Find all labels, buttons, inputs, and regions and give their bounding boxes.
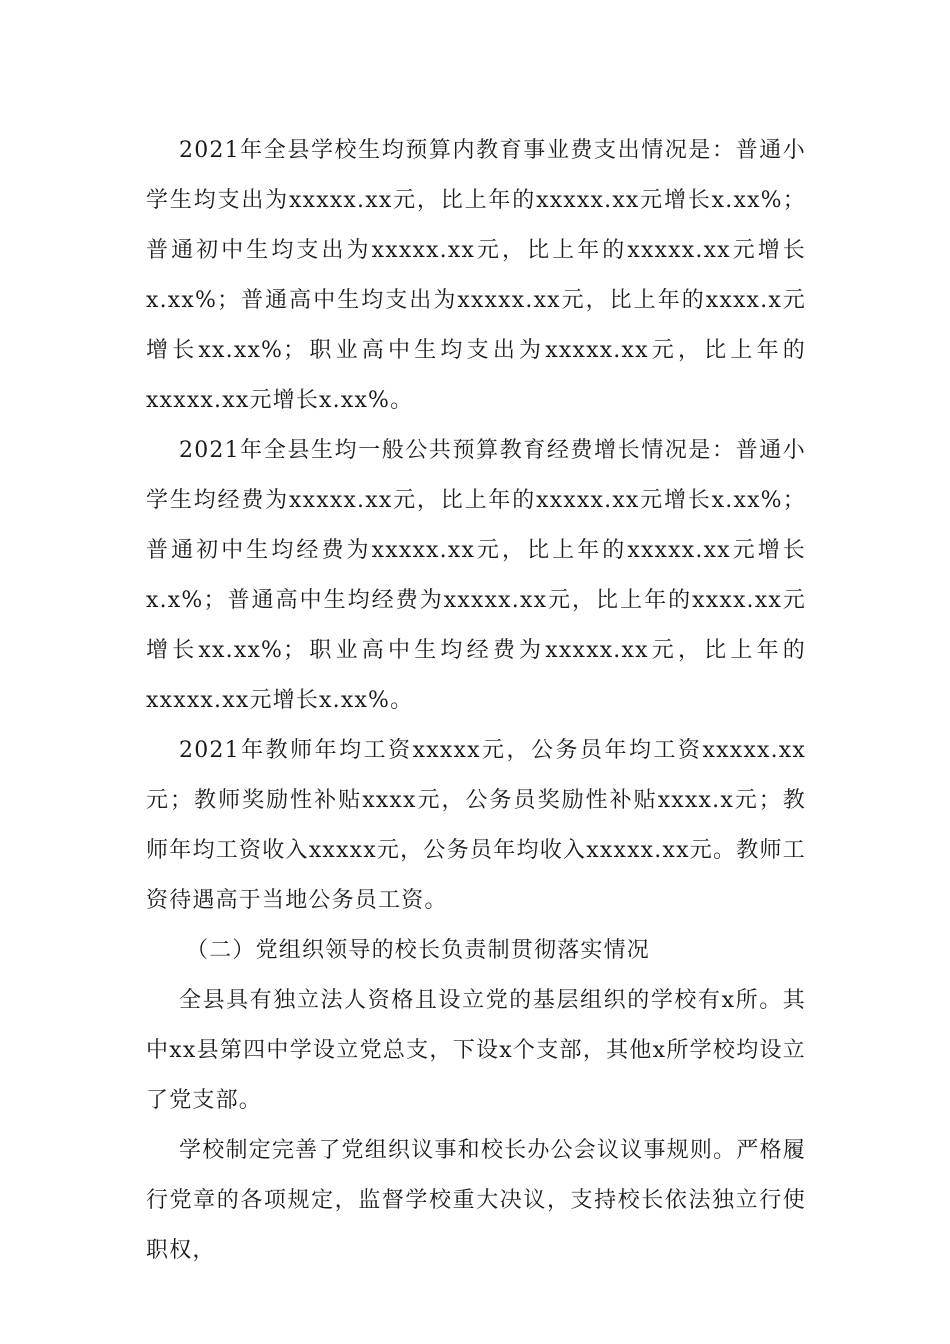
section-heading: （二）党组织领导的校长负责制贯彻落实情况 <box>186 938 651 963</box>
document-body <box>146 126 806 1276</box>
paragraph-budget-expenditure: 2021年全县学校生均预算内教育事业费支出情况是：普通小学生均支出为xxxxx.xx元，比上年的xxxxx.xx元增长x.xx%；普通初中生均支出为xxxxx.xx元，比上年的xxxxx.xx元增长x.xx%；普通高中生均支出为xxxxx.xx元，比上年的xxxx.x元增长xx.xx%；职业高中生均支出为xxxxx.xx元，比上年的xxxxx.xx元增长x.xx%。 <box>146 138 806 413</box>
paragraph-party-organizations: 全县具有独立法人资格且设立党的基层组织的学校有x所。其中xx县第四中学设立党总支，下设x个支部，其他x所学校均设立了党支部。 <box>146 988 806 1113</box>
paragraph-meeting-rules: 学校制定完善了党组织议事和校长办公会议议事规则。严格履行党章的各项规定，监督学校重大决议，支持校长依法独立行使职权， <box>146 1138 806 1263</box>
paragraph-public-funding: 2021年全县生均一般公共预算教育经费增长情况是：普通小学生均经费为xxxxx.xx元，比上年的xxxxx.xx元增长x.xx%；普通初中生均经费为xxxxx.xx元，比上年的xxxxx.xx元增长x.x%；普通高中生均经费为xxxxx.xx元，比上年的xxxx.xx元增长xx.xx%；职业高中生均经费为xxxxx.xx元，比上年的xxxxx.xx元增长x.xx%。 <box>146 438 806 713</box>
paragraph-teacher-salary: 2021年教师年均工资xxxxx元，公务员年均工资xxxxx.xx元；教师奖励性补贴xxxx元，公务员奖励性补贴xxxx.x元；教师年均工资收入xxxxx元，公务员年均收入xxxxx.xx元。教师工资待遇高于当地公务员工资。 <box>146 738 806 913</box>
